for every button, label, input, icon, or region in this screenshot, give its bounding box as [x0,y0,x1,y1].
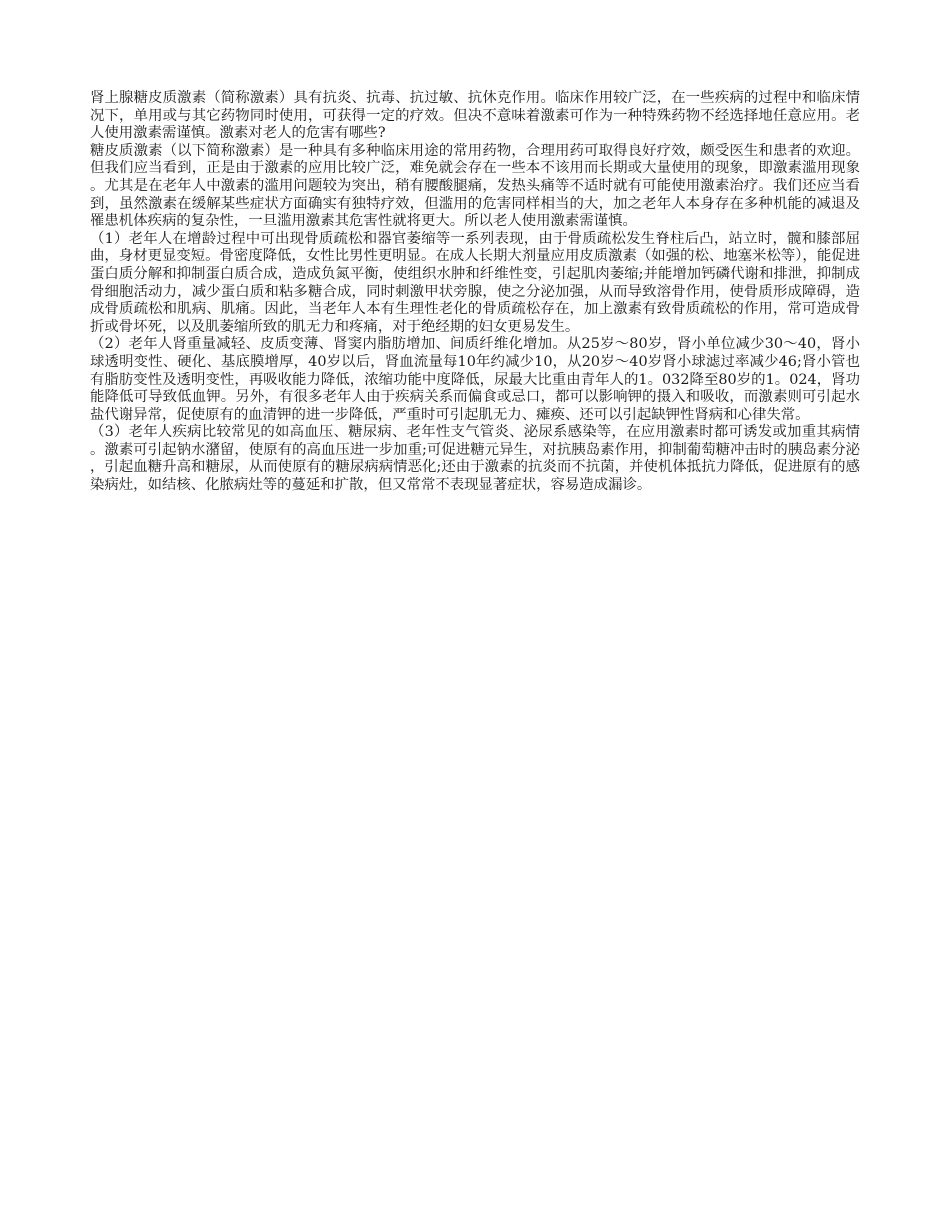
intro-paragraph: 肾上腺糖皮质激素（简称激素）具有抗炎、抗毒、抗过敏、抗休克作用。临床作用较广泛，在一些疾病的过程中和临床情况下，单用或与其它药物同时使用，可获得一定的疗效。但决不意味着激素可作为一种特殊药物不经选择地任意应用。老人使用激素需谨慎。激素对老人的危害有哪些? [90,90,860,142]
point-3-paragraph: （3）老年人疾病比较常见的如高血压、糖尿病、老年性支气管炎、泌尿系感染等，在应用激素时都可诱发或加重其病情。激素可引起钠水潴留，使原有的高血压进一步加重;可促进糖元异生，对抗胰岛素作用，抑制葡萄糖冲击时的胰岛素分泌，引起血糖升高和糖尿，从而使原有的糖尿病病情恶化;还由于激素的抗炎而不抗菌，并使机体抵抗力降低，促进原有的感染病灶，如结核、化脓病灶等的蔓延和扩散，但又常常不表现显著症状，容易造成漏诊。 [90,424,860,494]
overview-paragraph: 糖皮质激素（以下简称激素）是一种具有多种临床用途的常用药物，合理用药可取得良好疗效，颇受医生和患者的欢迎。但我们应当看到，正是由于激素的应用比较广泛，难免就会存在一些本不该用而长期或大量使用的现象，即激素滥用现象。尤其是在老年人中激素的滥用问题较为突出，稍有腰酸腿痛，发热头痛等不适时就有可能使用激素治疗。我们还应当看到，虽然激素在缓解某些症状方面确实有独特疗效，但滥用的危害同样相当的大，加之老年人本身存在多种机能的减退及罹患机体疾病的复杂性，一旦滥用激素其危害性就将更大。所以老人使用激素需谨慎。 [90,142,860,230]
point-2-paragraph: （2）老年人肾重量减轻、皮质变薄、肾窦内脂肪增加、间质纤维化增加。从25岁～80岁，肾小单位减少30～40，肾小球透明变性、硬化、基底膜增厚，40岁以后，肾血流量每10年约减少10，从20岁～40岁肾小球滤过率减少46;肾小管也有脂肪变性及透明变性，再吸收能力降低，浓缩功能中度降低，尿最大比重由青年人的1。032降至80岁的1。024，肾功能降低可导致低血钾。另外，有很多老年人由于疾病关系而偏食或忌口，都可以影响钾的摄入和吸收，而激素则可引起水盐代谢异常，促使原有的血清钾的进一步降低，严重时可引起肌无力、瘫痪、还可以引起缺钾性肾病和心律失常。 [90,336,860,423]
point-1-paragraph: （1）老年人在增龄过程中可出现骨质疏松和器官萎缩等一系列表现，由于骨质疏松发生脊柱后凸，站立时，髋和膝部屈曲，身材更显变短。骨密度降低，女性比男性更明显。在成人长期大剂量应用皮质激素（如强的松、地塞米松等），能促进蛋白质分解和抑制蛋白质合成，造成负氮平衡，使组织水肿和纤维性变，引起肌肉萎缩;并能增加钙磷代谢和排泄，抑制成骨细胞活动力，减少蛋白质和粘多糖合成，同时刺激甲状旁腺，使之分泌加强，从而导致溶骨作用，使骨质形成障碍，造成骨质疏松和肌病、肌痛。因此，当老年人本有生理性老化的骨质疏松存在，加上激素有致骨质疏松的作用，常可造成骨折或骨坏死，以及肌萎缩所致的肌无力和疼痛，对于绝经期的妇女更易发生。 [90,230,860,335]
document-page [90,90,860,495]
